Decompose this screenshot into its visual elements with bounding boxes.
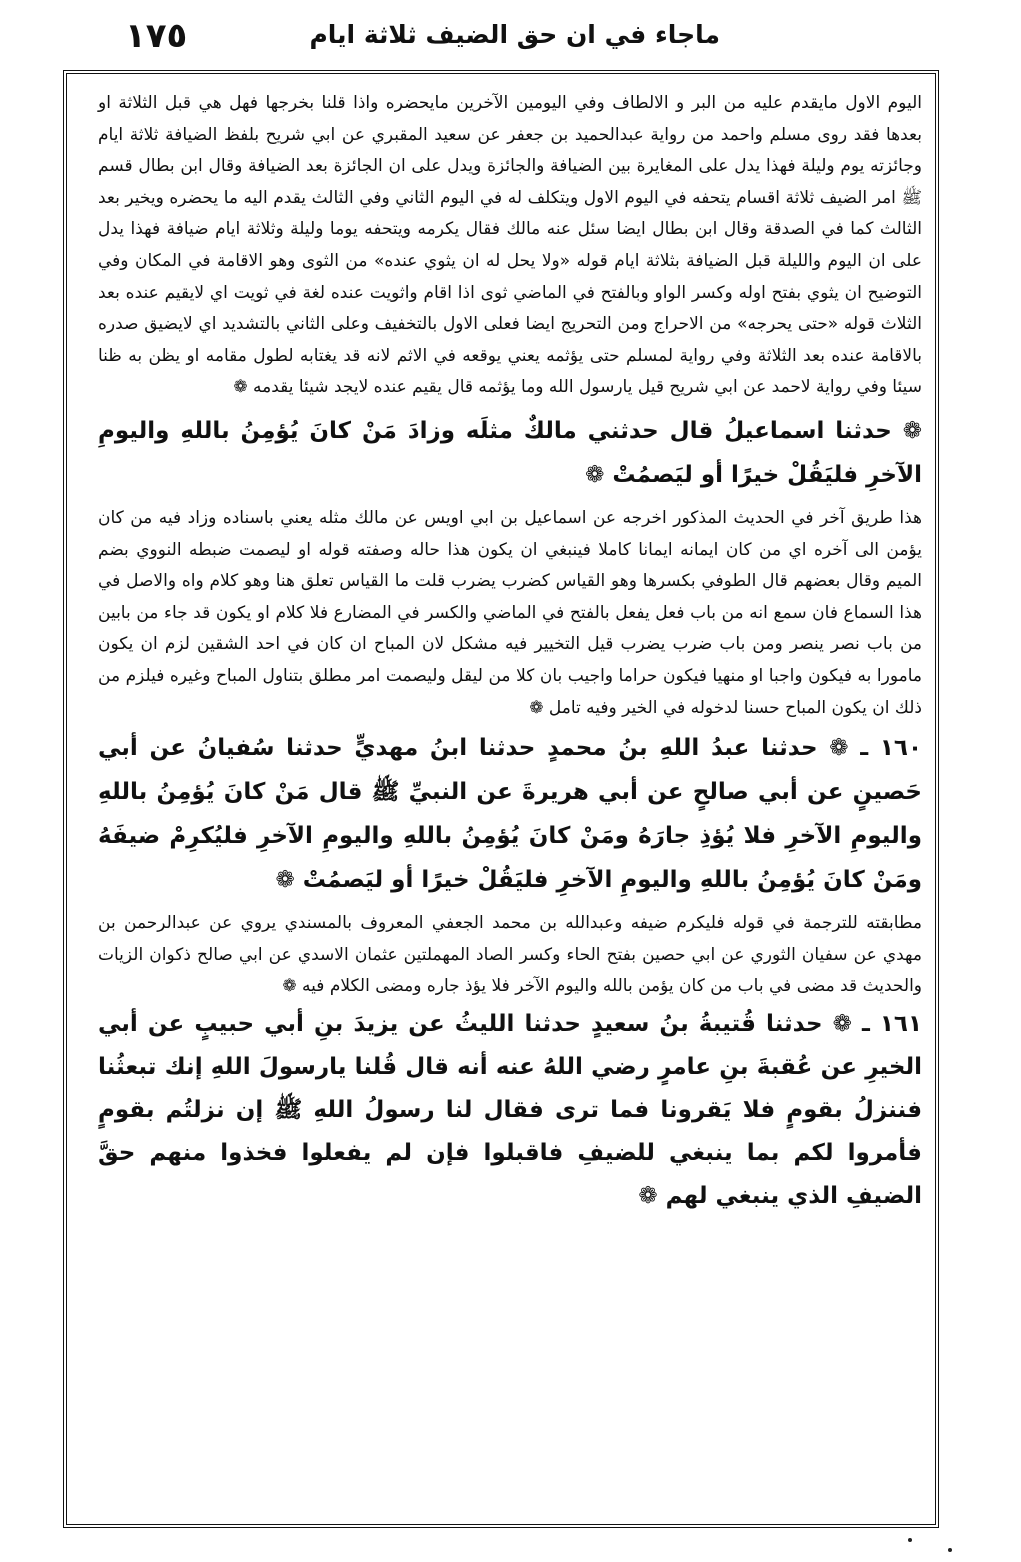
hadith-text-161: ١٦١ ـ ❁ حدثنا قُتيبةُ بنُ سعيدٍ حدثنا الليثُ عن يزيدَ بنِ أبي حبيبٍ عن أبي الخيرِ عن عُقبةَ بنِ عامرٍ رضي اللهُ عنه أنه قال قُلنا يارسولَ اللهِ إنك تبعثُنا فننزلُ بقومٍ فلا يَقرونا فما ترى فقال لنا رسولُ اللهِ ﷺ إن نزلتُم بقومٍ فأمروا لكم بما ينبغي للضيفِ فاقبلوا فإن لم يفعلوا فخذوا منهم حقَّ الضيفِ الذي ينبغي لهم ❁ [98,1010,922,1209]
hadith-text-1: ❁ حدثنا اسماعيلُ قال حدثني مالكٌ مثلَه وزادَ مَنْ كانَ يُؤمِنُ باللهِ واليومِ الآخرِ فليَقُلْ خيرًا أو ليَصمُتْ ❁ [98,417,922,488]
print-speck [908,1538,912,1542]
hadith-text-160: ١٦٠ ـ ❁ حدثنا عبدُ اللهِ بنُ محمدٍ حدثنا ابنُ مهديٍّ حدثنا سُفيانُ عن أبي حَصينٍ عن أبي صالحٍ عن أبي هريرةَ عن النبيِّ ﷺ قال مَنْ كانَ يُؤمِنُ باللهِ واليومِ الآخرِ فلا يُؤذِ جارَهُ ومَنْ كانَ يُؤمِنُ باللهِ واليومِ الآخرِ فليُكرِمْ ضيفَهُ ومَنْ كانَ يُؤمِنُ باللهِ واليومِ الآخرِ فليَقُلْ خيرًا أو ليَصمُتْ ❁ [98,735,922,894]
running-head [40,18,980,68]
print-speck [948,1548,952,1552]
running-title: ماجاء في ان حق الضيف ثلاثة ايام [309,20,720,49]
page-content [98,88,922,1218]
commentary-paragraph-2: هذا طريق آخر في الحديث المذكور اخرجه عن اسماعيل بن ابي اويس عن مالك مثله يعني باسناده وزاد فيه من كان يؤمن الى آخره اي من كان ايمانه ايمانا كاملا فينبغي ان يكون هذا حاله وصفته قوله او ليصمت ضبطه النووي بضم الميم وقال بعضهم قال الطوفي بكسرها وهو القياس كضرب يضرب قلت ما القياس تعلق هنا وهو كلام واه والاصل في هذا السماع فان سمع انه من باب فعل يفعل بالفتح في الماضي والكسر في المضارع فلا كلام او يكون قد جاء من بابين من باب نصر ينصر ومن باب ضرب يضرب قيل التخيير فيه مشكل لان المباح ان كان في احد الشقين لزم ان يكون مامورا به فيكون واجبا او منهيا فيكون حراما واجيب بان كلا من ليقل وليصمت امر مطلق بتناول المباح وغيره فيلزم من ذلك ان يكون المباح حسنا لدخوله في الخير وفيه تامل ❁ [98,507,922,718]
commentary-paragraph-1: اليوم الاول مايقدم عليه من البر و الالطاف وفي اليومين الآخرين مايحضره واذا قلنا بخرجها فهل هي قبل الثلاثة او بعدها فقد روى مسلم واحمد من رواية عبدالحميد بن جعفر عن سعيد المقبري عن ابي شريح بلفظ الضيافة ثلاثة ايام وجائزته يوم وليلة فهذا يدل على المغايرة بين الضيافة والجائزة ويدل على ان الجائزة بعد الضيافة وقال ابن بطال قسم ﷺ امر الضيف ثلاثة اقسام يتحفه في اليوم الاول ويتكلف له في اليوم الثاني وفي الثالث يقدم اليه ما يحضره ويخير بعد الثالث كما في الصدقة وقال ابن بطال ايضا سئل عنه مالك فقال يكرمه ويتحفه يوما وليلة وثلاثة ايام ضيافة فهذا يدل على ان اليوم والليلة قبل الضيافة بثلاثة ايام قوله «ولا يحل له ان يثوي عنده» من الثوى وهو الاقامة في المكان وفي التوضيح ان يثوي بفتح اوله وكسر الواو وبالفتح في الماضي ثوى اذا اقام واثويت عنده لغة في ثويت اي لايقيم عنده بعد الثلاث قوله «حتى يحرجه» من الاحراج ومن التحريج ايضا فعلى الاول بالتخفيف وعلى الثاني بالتشديد اي لايضيق صدره بالاقامة عنده بعد الثلاثة وفي رواية لمسلم حتى يؤثمه يعني يوقعه في الاثم لانه قد يغتابه لطول مقامه او يظن به ظنا سيئا وفي رواية لاحمد عن ابي شريح قيل يارسول الله وما يؤثمه قال يقيم عنده لايجد شيئا يقدمه ❁ [98,93,922,398]
commentary-paragraph-3: مطابقته للترجمة في قوله فليكرم ضيفه وعبدالله بن محمد الجعفي المعروف بالمسندي يروي عن عبدالرحمن بن مهدي عن سفيان الثوري عن ابي حصين بفتح الحاء وكسر الصاد المهملتين عثمان الاسدي عن ابي صالح ذكوان الزيات والحديث قد مضى في باب من كان يؤمن بالله واليوم الآخر فلا يؤذ جاره ومضى الكلام فيه ❁ [98,913,922,997]
page-number: ١٧٥ [125,16,188,56]
